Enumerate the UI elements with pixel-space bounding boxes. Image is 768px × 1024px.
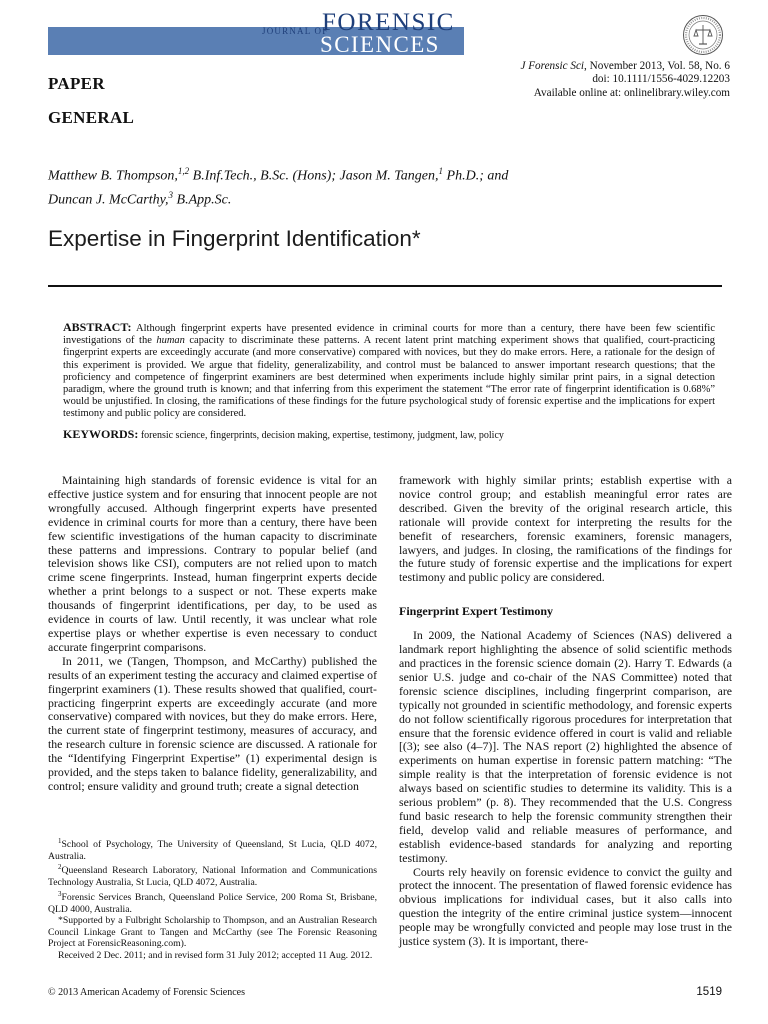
body-paragraph: Courts rely heavily on forensic evidence to convict the guilty and protect the innocent. The presentation of flawed forensic evidence has obvious implications for individual cases, but it also calls into question the integrity of the entire criminal justice system—innocent people may be wrongfully convicted and people may lose trust in the justice system (3). It is important, there- <box>399 864 732 949</box>
body-paragraph: In 2009, the National Academy of Sciences (NAS) delivered a landmark report highlighting the absence of solid scientific methods and practices in the forensic science domain (2). Harry T. Edwards (a senior U.S. judge and co-chair of the NAS Committee) noted that forensic science disciplines, including fingerprint comparison, are typically not grounded in scientific methodology, and forensic experts do not follow scientifically rigorous procedures for interpretation that ensure that the forensic evidence offered in court is valid and reliable [(3); see also (4–7)]. The NAS report (2) highlighted the absence of experiments on human expertise in forensic pattern matching: “The simple reality is that the interpretation of forensic evidence is not always based on scientific studies to determine its validity. This is a serious problem” (p. 8). They recommended that the U.S. Congress fund basic research to help the forensic community strengthen their field, develop valid and reliable measures of performance, and establish evidence-based standards for analyzing and reporting testimony. <box>399 628 732 865</box>
abstract-label: ABSTRACT: <box>63 320 132 334</box>
abstract-text-1: Although fingerprint experts have presented evidence in criminal courts for more than a century, there have been few scientific investigations of the <box>63 323 715 347</box>
journal-abbrev: J Forensic Sci <box>520 60 585 72</box>
body-paragraph: Maintaining high standards of forensic evidence is vital for an effective justice system and for ensuring that innocent people are not wrongfully accused. Although fingerprint experts have presented evidence in criminal courts for more than a century, there have been few scientific investigations of the human capacity to discriminate these patterns and impressions. Contrary to popular belief (and television shows like CSI), computers are not relied upon to match crime scene fingerprints. Instead, human fingerprint experts decide whether a print belongs to a suspect or not. These experts make thousands of fingerprint identifications, per day, to be used as evidence in courts of law. Until recently, it was unclear what role expertise plays or whether expertise is even necessary to conduct accurate fingerprint comparisons. <box>48 473 377 654</box>
author-1-degrees: B.Inf.Tech., B.Sc. (Hons); Jason M. Tangen, <box>189 168 439 184</box>
keywords-label: KEYWORDS: <box>63 427 139 441</box>
author-3: Duncan J. McCarthy, <box>48 192 169 208</box>
academy-seal-icon <box>682 14 724 56</box>
article-title: Expertise in Fingerprint Identification* <box>48 226 421 251</box>
author-list <box>48 162 688 209</box>
received-dates: Received 2 Dec. 2011; and in revised form 31 July 2012; accepted 11 Aug. 2012. <box>58 950 373 962</box>
author-3-degrees: B.App.Sc. <box>173 192 232 208</box>
footnote-1: $^1$School of Psychology, The University of Queensland, St Lucia, QLD 4072, Australia. <box>48 837 377 862</box>
title-divider <box>48 285 722 287</box>
author-2-degrees: Ph.D.; and <box>443 168 509 184</box>
body-right-column <box>399 474 732 949</box>
online-availability: Available online at: onlinelibrary.wiley.com <box>533 86 730 99</box>
page-number: 1519 <box>696 986 722 998</box>
issue-info: , November 2013, Vol. 58, No. 6 <box>584 60 730 72</box>
paper-label: PAPER <box>48 74 105 93</box>
masthead-forensic: FORENSIC <box>322 9 455 36</box>
copyright: © 2013 American Academy of Forensic Sciences <box>48 987 245 998</box>
author-3-affil: 3 <box>168 189 174 200</box>
abstract <box>63 321 715 421</box>
keywords <box>63 427 715 442</box>
abstract-emphasis: human <box>156 335 185 347</box>
footnotes <box>48 836 377 962</box>
author-2-affil: 1 <box>438 166 444 176</box>
author-1-affil: 1,2 <box>177 166 190 176</box>
funding-note: *Supported by a Fulbright Scholarship to Thompson, and an Australian Research Council Linkage Grant to Tangen and McCarthy (see The Forensic Reasoning Project at ForensicReasoning.com). <box>48 915 377 950</box>
body-paragraph: In 2011, we (Tangen, Thompson, and McCarthy) published the results of an experiment testing the accuracy and claimed expertise of fingerprint examiners (1). These results showed that qualified, court-practicing fingerprint experts are exceedingly accurate (and more conservative) compared with novices, but they do make errors. Here, the current state of fingerprint testimony, measures of accuracy, and the research culture in forensic science are discussed. A rationale for the “Identifying Fingerprint Expertise” (1) experimental design is provided, and the steps taken to balance fidelity, generalizability, and control; ensure validity and ground truth; create a signal detection <box>48 653 377 793</box>
section-label: GENERAL <box>48 108 135 127</box>
body-paragraph: framework with highly similar prints; establish expertise with a novice control group; and establish meaningful error rates are described. Given the brevity of the original research article, this rationale will provide context for interpreting the results for the benefit of researchers, forensic examiners, forensic managers, lawyers, and judges. In closing, the ramifications of the findings for the future study of forensic expertise and the implications for expert testimony and public policy are considered. <box>399 473 732 585</box>
masthead-journal-of: JOURNAL OF <box>262 26 329 36</box>
doi: doi: 10.1111/1556-4029.12203 <box>592 73 730 86</box>
abstract-text-2: capacity to discriminate these patterns. A recent latent print matching experiment shows that qualified, court-practicing fingerprint experts are exceedingly accurate (and more conservative) compared with novices, but they do make errors. Here, a rationale for the design of this experiment is provided. We argue that fidelity, generalizability, and control must be balanced to answer important research questions; that the proficiency and competence of fingerprint examiners are best determined when experiments include highly similar print pairs, in a signal detection paradigm, where the ground truth is known; and that inferring from this experiment the statement “The error rate of fingerprint identification is 0.68%” would be unjustified. In closing, the ramifications of these findings for the future psychological study of forensic expertise and the implications for expert testimony and public policy are considered. <box>63 335 716 420</box>
author-1: Matthew B. Thompson, <box>48 168 178 184</box>
section-heading: Fingerprint Expert Testimony <box>399 604 554 619</box>
footnote-2: $^2$Queensland Research Laboratory, National Information and Communications Technology Australia, St Lucia, QLD 4072, Australia. <box>48 863 377 889</box>
footnote-3: $^3$Forensic Services Branch, Queensland Police Service, 200 Roma St, Brisbane, QLD 4000, Australia. <box>48 889 377 915</box>
keywords-text: forensic science, fingerprints, decision making, expertise, testimony, judgment, law, policy <box>138 430 504 441</box>
body-left-column <box>48 474 377 794</box>
citation-block <box>520 60 730 100</box>
masthead-sciences: SCIENCES <box>320 32 440 57</box>
